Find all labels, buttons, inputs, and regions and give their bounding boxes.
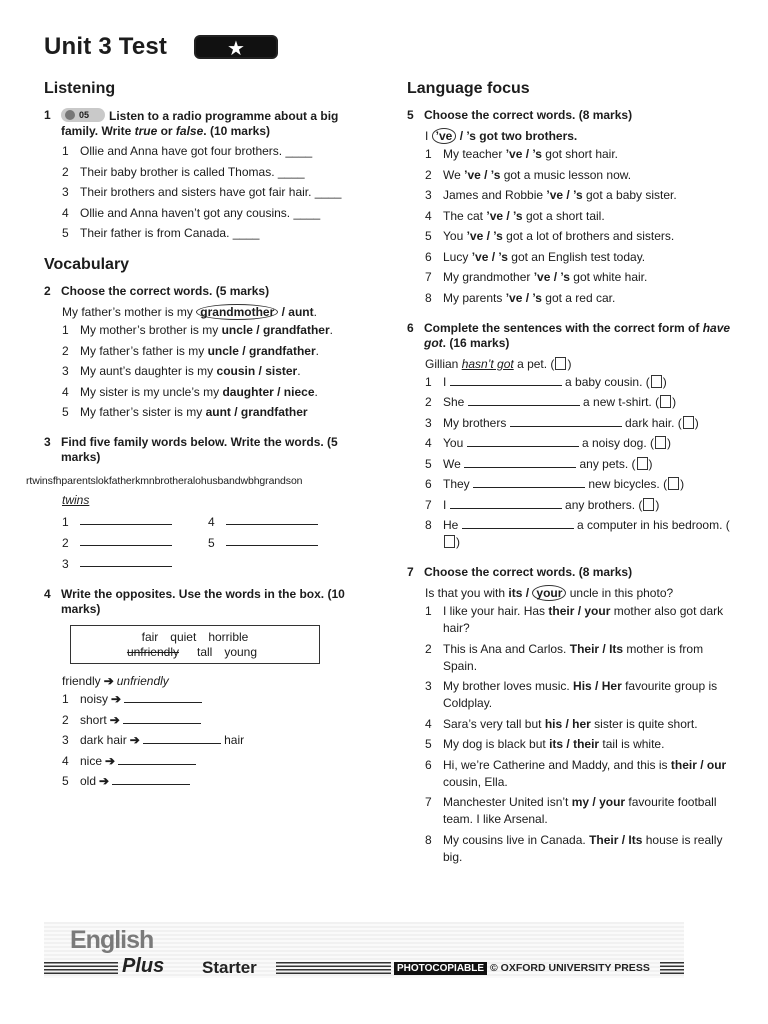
exercise-number: 5 (407, 108, 414, 122)
page-title: Unit 3 Test (44, 33, 168, 60)
exercise-1 (44, 108, 374, 242)
example-sentence: friendly ➔ unfriendly (62, 674, 169, 688)
answer-blank[interactable] (467, 436, 579, 447)
answer-options[interactable]: Their / Its (569, 641, 624, 656)
list-item: 4 You a noisy dog. ( ) (425, 436, 671, 450)
list-item: 7 I any brothers. ( ) (425, 497, 660, 512)
footer-stripes (660, 962, 684, 976)
answer-options[interactable]: its / their (549, 737, 600, 751)
answer-options[interactable]: ’ve / ’s (505, 147, 542, 161)
example-answer: twins (62, 493, 90, 507)
arrow-right-icon: ➔ (103, 674, 114, 688)
list-item: 2 We ’ve / ’s got a music lesson now. (425, 167, 632, 182)
checkbox-icon (660, 395, 671, 408)
list-item: 4 My sister is my uncle’s my daughter / niece. (62, 384, 318, 399)
language-focus-heading: Language focus (407, 80, 530, 97)
listening-heading: Listening (44, 80, 116, 97)
answer-options[interactable]: their / your (548, 604, 611, 618)
footer (44, 922, 684, 982)
letter-string: rtwinsfhparentslokfatherkmnbrotheralohusbandwbhgrandson (26, 475, 303, 487)
answer-options[interactable]: ’ve / ’s (546, 188, 583, 202)
list-item: 7 Manchester United isn’t my / your favourite football team. I like Arsenal. (425, 795, 717, 826)
list-item: 2 short ➔ (44, 712, 374, 729)
list-item: 8 He a computer in his bedroom. () (425, 518, 730, 549)
answer-options[interactable]: Their / Its (589, 832, 643, 847)
exercise-number: 7 (407, 565, 414, 579)
checkbox-icon (668, 477, 679, 490)
exercise-7 (407, 565, 737, 866)
answer-blank[interactable] (226, 514, 318, 525)
answer-blank[interactable] (80, 514, 172, 525)
list-item: 5 Their father is from Canada. ____ (62, 226, 260, 240)
audio-cd-icon (61, 108, 105, 122)
answer-blank[interactable] (510, 416, 622, 427)
list-item: 2 This is Ana and Carlos. Their / Its mother is from Spain. (425, 641, 704, 673)
answer-options[interactable]: His / Her (573, 679, 622, 693)
answer-options[interactable]: his / her (544, 716, 591, 731)
exercise-3 (26, 435, 374, 573)
box-word: quiet (170, 630, 197, 644)
arrow-right-icon: ➔ (99, 774, 110, 788)
answer-options[interactable]: daughter / niece (222, 384, 315, 399)
list-item: 3 My brother loves music. His / Her favourite group is Coldplay. (425, 679, 718, 710)
exercise-instruction: Complete the sentences with the correct form of have got. (16 marks) (424, 320, 731, 350)
list-item: 5 We any pets. ( ) (425, 456, 653, 471)
list-item: 3 dark hair ➔ hair (62, 733, 245, 747)
checkbox-icon (637, 457, 648, 470)
list-item: 5 My dog is black but its / their tail is white. (425, 737, 665, 751)
answer-options[interactable]: uncle / grandfather (221, 323, 330, 337)
footer-stripes (276, 962, 391, 976)
answer-options[interactable]: ’ve / ’s (466, 229, 503, 243)
answer-blank[interactable] (464, 457, 576, 468)
arrow-right-icon: ➔ (109, 712, 120, 727)
exercise-5 (407, 108, 737, 307)
list-item: 6 Hi, we’re Catherine and Maddy, and this is their / our cousin, Ella. (425, 757, 727, 789)
list-item: 5 My father’s sister is my aunt / grandfather (62, 405, 308, 419)
example-sentence: I ’ve / ’s got two brothers. (425, 129, 578, 143)
list-item: 8 My cousins live in Canada. Their / Its house is really big. (425, 832, 723, 864)
brand-english: English (70, 926, 154, 954)
checkbox-icon (655, 436, 666, 449)
photocopiable-label: PHOTOCOPIABLE (394, 962, 487, 975)
answer-line: 1 (62, 514, 208, 531)
arrow-right-icon: ➔ (111, 692, 122, 706)
exercise-instruction: Find five family words below. Write the words. (5 marks) (61, 435, 338, 464)
checkbox-icon (651, 375, 662, 388)
example-sentence: My father’s mother is my grandmother / aunt. (62, 305, 317, 319)
word-box (70, 625, 320, 664)
answer-line: 2 (62, 535, 208, 552)
exercise-instruction: 05 Listen to a radio programme about a big family. Write true or false. (10 marks) (61, 109, 339, 138)
exercise-number: 6 (407, 320, 414, 335)
list-item: 4 nice ➔ (44, 753, 374, 770)
answer-options[interactable]: ’ve / ’s (464, 167, 501, 182)
list-item: 1 My teacher ’ve / ’s got short hair. (425, 147, 618, 161)
vocabulary-heading: Vocabulary (44, 256, 130, 273)
answer-options[interactable]: their / our (670, 757, 727, 772)
list-item: 4 Sara’s very tall but his / her sister is quite short. (425, 716, 698, 731)
exercise-number: 4 (44, 587, 51, 601)
answer-blank[interactable] (80, 535, 172, 546)
exercise-instruction: Choose the correct words. (8 marks) (424, 565, 633, 579)
answer-blank[interactable] (80, 556, 172, 567)
circled-answer: your (532, 585, 566, 601)
arrow-right-icon: ➔ (105, 753, 116, 768)
list-item: 3 James and Robbie ’ve / ’s got a baby sister. (425, 188, 677, 202)
cd-track-number: 05 (79, 110, 90, 120)
box-word: young (224, 645, 258, 659)
list-item: 5 old ➔ (44, 773, 374, 790)
answer-options[interactable]: my / your (571, 795, 626, 809)
box-word: fair (141, 630, 159, 644)
list-item: 4 Ollie and Anna haven’t got any cousins. ____ (62, 205, 321, 220)
answer-options[interactable]: cousin / sister (216, 364, 298, 378)
exercise-number: 3 (44, 435, 51, 449)
answer-line: 4 (208, 514, 338, 531)
arrow-right-icon: ➔ (129, 733, 140, 747)
footer-stripes (44, 962, 118, 976)
circled-answer: ’ve (432, 128, 457, 144)
answer-blank[interactable] (124, 692, 202, 703)
list-item: 5 You ’ve / ’s got a lot of brothers and sisters. (425, 229, 675, 243)
star-level-badge: ★ (194, 35, 278, 59)
list-item: 1 noisy ➔ (44, 691, 374, 708)
answer-blank[interactable] (450, 498, 562, 509)
list-item: 1 Ollie and Anna have got four brothers. ____ (62, 144, 313, 158)
example-sentence: Gillian hasn’t got a pet. ( ) (425, 356, 572, 371)
answer-blank[interactable] (118, 754, 196, 765)
list-item: 6 They new bicycles. ( ) (425, 477, 685, 491)
answer-blank[interactable] (226, 535, 318, 546)
answer-options[interactable]: ’ve / ’s (486, 208, 523, 223)
list-item: 3 Their brothers and sisters have got fair hair. ____ (62, 185, 342, 199)
publisher-label: © OXFORD UNIVERSITY PRESS (490, 962, 650, 974)
checkbox-icon (683, 416, 694, 429)
list-item: 3 My aunt’s daughter is my cousin / sister. (62, 364, 301, 378)
exercise-instruction: Write the opposites. Use the words in the box. (10 marks) (61, 587, 345, 616)
exercise-instruction: Choose the correct words. (8 marks) (424, 108, 633, 122)
example-sentence: Is that you with its / your uncle in this photo? (425, 586, 674, 600)
brand-plus: Plus (122, 955, 165, 977)
answer-blank[interactable] (450, 375, 562, 386)
list-item: 2 My father’s father is my uncle / grandfather. (62, 343, 319, 358)
answer-blank[interactable] (462, 518, 574, 529)
answer-blank[interactable] (123, 713, 201, 724)
answer-blank[interactable] (112, 774, 190, 785)
checkbox-icon (555, 357, 566, 370)
list-item: 7 My grandmother ’ve / ’s got white hair. (425, 270, 648, 284)
list-item: 4 The cat ’ve / ’s got a short tail. (425, 208, 605, 223)
box-word: horrible (208, 630, 249, 644)
exercise-2 (44, 284, 374, 421)
list-item: 2 Their baby brother is called Thomas. ____ (62, 164, 305, 179)
list-item: 1 I a baby cousin. ( ) (425, 374, 667, 389)
checkbox-icon (643, 498, 654, 511)
answer-line: 3 (62, 556, 208, 573)
list-item: 1 My mother’s brother is my uncle / grandfather. (62, 323, 333, 337)
exercise-6 (407, 321, 737, 552)
list-item: 6 Lucy ’ve / ’s got an English test today. (425, 249, 646, 264)
exercise-number: 1 (44, 108, 51, 122)
box-word-used: unfriendly (126, 645, 179, 659)
checkbox-icon (444, 535, 455, 548)
answer-options[interactable]: ’ve / ’s (505, 290, 542, 305)
list-item: 1 I like your hair. Has their / your mother also got dark hair? (425, 604, 724, 635)
right-column (407, 80, 737, 880)
left-column (26, 80, 374, 804)
list-item: 2 She a new t-shirt. ( ) (425, 395, 677, 409)
list-item: 3 My brothers dark hair. ( ) (425, 415, 699, 430)
answer-options[interactable]: aunt / grandfather (205, 405, 308, 419)
answer-blank[interactable] (468, 395, 580, 406)
exercise-number: 2 (44, 284, 51, 298)
circled-answer: grandmother (196, 304, 278, 320)
brand-starter: Starter (202, 958, 257, 977)
answer-options[interactable]: ’ve / ’s (471, 249, 508, 264)
exercise-instruction: Choose the correct words. (5 marks) (61, 284, 270, 298)
answer-blank[interactable] (473, 477, 585, 488)
answer-blank[interactable] (143, 733, 221, 744)
box-word: tall (196, 645, 213, 659)
answer-options[interactable]: uncle / grandfather (207, 343, 316, 358)
answer-options[interactable]: ’ve / ’s (533, 270, 570, 284)
exercise-4 (44, 587, 374, 790)
list-item: 8 My parents ’ve / ’s got a red car. (425, 290, 616, 305)
answer-line: 5 (208, 535, 338, 552)
